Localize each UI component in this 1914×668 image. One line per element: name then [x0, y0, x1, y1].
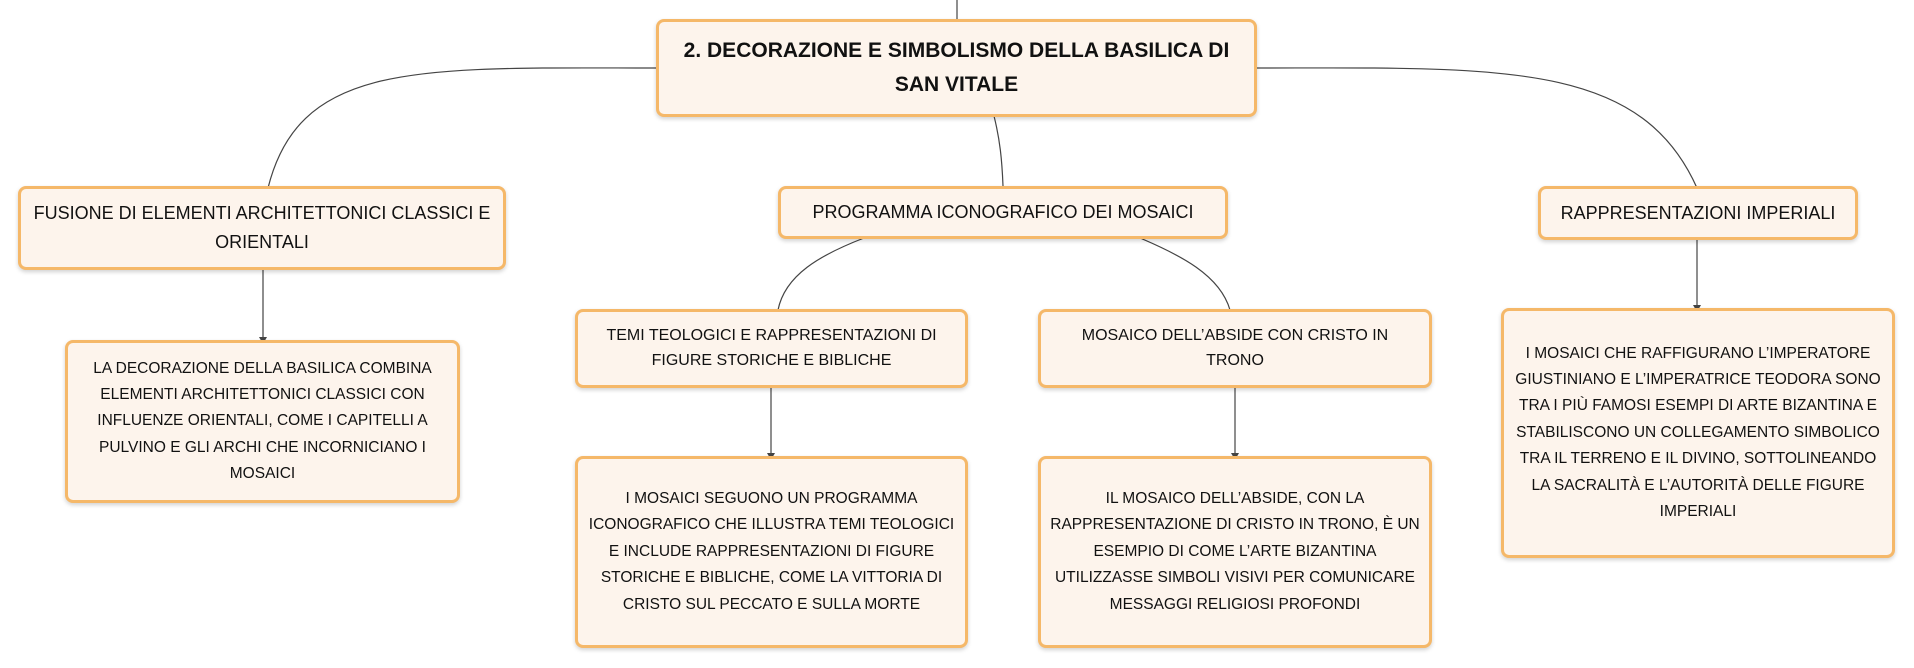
- node-fusione-detail-text: LA DECORAZIONE DELLA BASILICA COMBINA ELEMENTI ARCHITETTONICI CLASSICI CON INFLUENZE ORIENTALI, COME I CAPITELLI A PULVINO E GLI ARCHI CHE INCORNICIANO I MOSAICI: [93, 359, 432, 483]
- connector-root-programma: [994, 116, 1003, 186]
- node-programma-title: PROGRAMMA ICONOGRAFICO DEI MOSAICI: [812, 202, 1194, 223]
- node-abside-detail[interactable]: [1038, 456, 1432, 648]
- node-fusione-detail[interactable]: [65, 340, 460, 503]
- node-temi[interactable]: [575, 309, 968, 388]
- node-abside-title: MOSAICO DELL’ABSIDE CON CRISTO IN TRONO: [1081, 326, 1389, 369]
- node-imperiali-title: RAPPRESENTAZIONI IMPERIALI: [1560, 202, 1836, 223]
- node-imperiali[interactable]: [1538, 186, 1858, 240]
- node-imperiali-detail[interactable]: [1501, 308, 1895, 558]
- connector-root-fusione: [268, 68, 656, 188]
- node-imperiali-detail-text: I MOSAICI CHE RAFFIGURANO L’IMPERATORE GIUSTINIANO E L’IMPERATRICE TEODORA SONO TRA I PIÙ FAMOSI ESEMPI DI ARTE BIZANTINA E STABILISCONO UN COLLEGAMENTO SIMBOLICO TRA IL TERRENO E IL DIVINO, SOTTOLINEANDO LA SACRALITÀ E L’AUTORITÀ DELLE FIGURE IMPERIALI: [1515, 344, 1881, 520]
- node-abside[interactable]: [1038, 309, 1432, 388]
- node-temi-detail-text: I MOSAICI SEGUONO UN PROGRAMMA ICONOGRAFICO CHE ILLUSTRA TEMI TEOLOGICI E INCLUDE RAPPRESENTAZIONI DI FIGURE STORICHE E BIBLICHE, COME LA VITTORIA DI CRISTO SUL PECCATO E SULLA MORTE: [588, 490, 955, 613]
- connector-programma-abside: [1140, 238, 1230, 310]
- connector-programma-temi: [778, 238, 864, 310]
- node-fusione-title: FUSIONE DI ELEMENTI ARCHITETTONICI CLASSICI E ORIENTALI: [33, 203, 491, 252]
- node-temi-detail[interactable]: [575, 456, 968, 648]
- connector-root-imperiali: [1256, 68, 1697, 188]
- node-programma[interactable]: [778, 186, 1228, 239]
- node-fusione[interactable]: [18, 186, 506, 270]
- node-abside-detail-text: IL MOSAICO DELL’ABSIDE, CON LA RAPPRESENTAZIONE DI CRISTO IN TRONO, È UN ESEMPIO DI COME L’ARTE BIZANTINA UTILIZZASSE SIMBOLI VISIVI PER COMUNICARE MESSAGGI RELIGIOSI PROFONDI: [1050, 490, 1420, 613]
- node-temi-title: TEMI TEOLOGICI E RAPPRESENTAZIONI DI FIGURE STORICHE E BIBLICHE: [606, 326, 937, 369]
- root-title: 2. DECORAZIONE E SIMBOLISMO DELLA BASILICA DI SAN VITALE: [683, 39, 1230, 96]
- root-node[interactable]: [656, 19, 1257, 117]
